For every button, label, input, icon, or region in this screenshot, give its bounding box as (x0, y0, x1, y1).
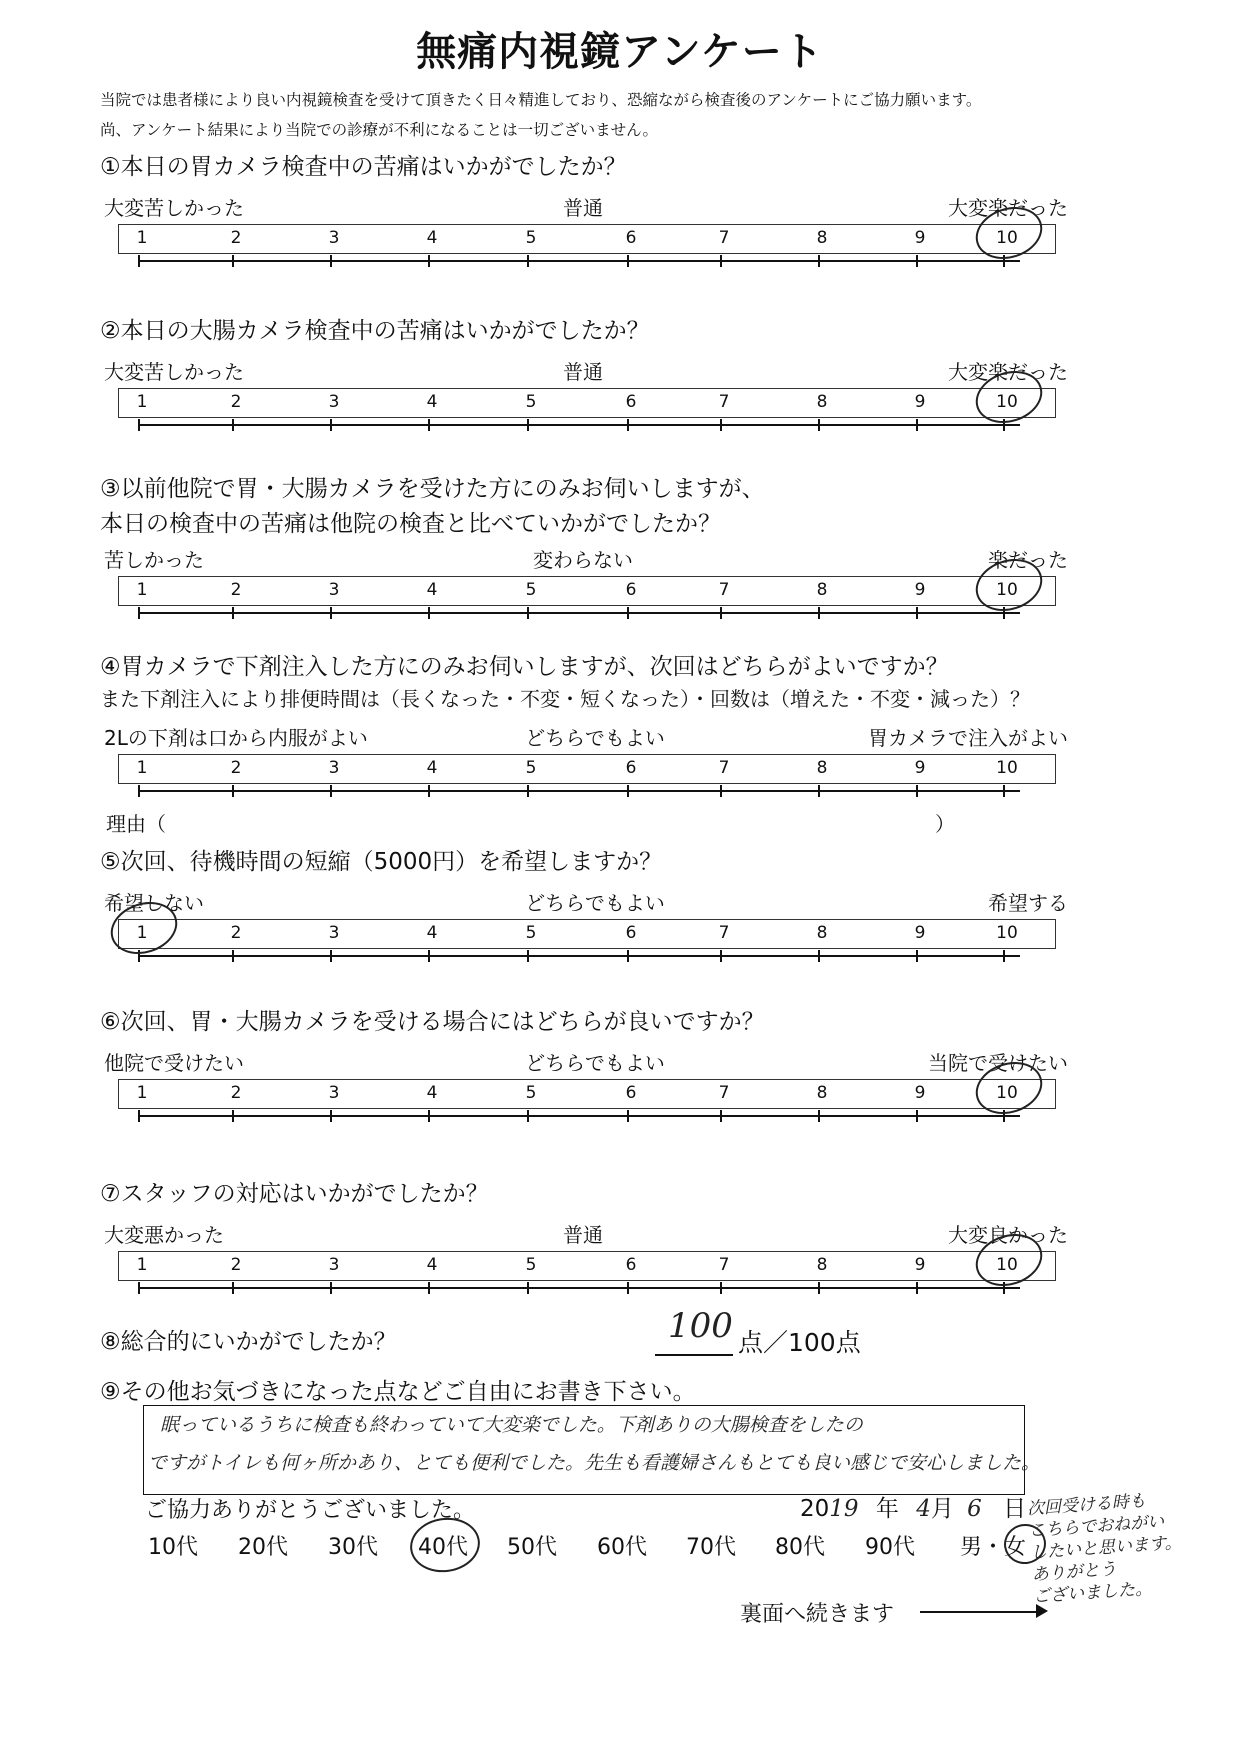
axis-tick (428, 785, 430, 797)
gender-male[interactable]: 男 (960, 1535, 983, 1560)
scale-number[interactable]: 7 (718, 228, 730, 248)
scale-number[interactable]: 8 (816, 1083, 828, 1103)
axis-tick (627, 607, 629, 619)
axis-tick (720, 255, 722, 267)
date-field (800, 1490, 1026, 1523)
side-note-line-4: ありがとう (1031, 1559, 1118, 1586)
scale-number[interactable]: 6 (625, 580, 637, 600)
question-7-text: ⑦スタッフの対応はいかがでしたか？ (100, 1181, 489, 1207)
axis-tick (720, 419, 722, 431)
question-7-label-mid: 普通 (563, 1223, 603, 1247)
axis-tick (1003, 950, 1005, 962)
q8-suffix: 点／100点 (738, 1328, 861, 1357)
axis-tick (138, 419, 140, 431)
scale-number[interactable]: 2 (230, 758, 242, 778)
scale-number[interactable]: 10 (996, 580, 1018, 600)
axis-tick (720, 950, 722, 962)
question-1-text: ①本日の胃カメラ検査中の苦痛はいかがでしたか？ (100, 154, 627, 180)
question-2-label-left: 大変苦しかった (104, 360, 244, 384)
scale-number[interactable]: 3 (328, 1083, 340, 1103)
question-3-label-right: 楽だった (988, 548, 1068, 572)
scale-number[interactable]: 9 (914, 392, 926, 412)
age-option[interactable]: 30代 (328, 1535, 378, 1560)
axis-tick (330, 607, 332, 619)
question-6-text: ⑥次回、胃・大腸カメラを受ける場合にはどちらが良いですか？ (100, 1009, 765, 1035)
axis-tick (428, 607, 430, 619)
scale-number[interactable]: 7 (718, 392, 730, 412)
continue-text: 裏面へ続きます (740, 1602, 895, 1627)
scale-number[interactable]: 8 (816, 1255, 828, 1275)
scale-number[interactable]: 1 (136, 1083, 148, 1103)
scale-number[interactable]: 3 (328, 580, 340, 600)
axis-tick (916, 419, 918, 431)
scale-number[interactable]: 2 (230, 923, 242, 943)
scale-number[interactable]: 10 (996, 923, 1018, 943)
scale-number[interactable]: 2 (230, 580, 242, 600)
q8-answer-underline (655, 1354, 733, 1356)
question-4-axis (138, 790, 1020, 792)
scale-number[interactable]: 5 (525, 923, 537, 943)
scale-number[interactable]: 3 (328, 228, 340, 248)
arrow-right-icon (1036, 1604, 1048, 1618)
axis-tick (1003, 785, 1005, 797)
question-6-label-mid: どちらでもよい (525, 1051, 665, 1075)
scale-number[interactable]: 4 (426, 1083, 438, 1103)
axis-tick (818, 419, 820, 431)
question-5-label-mid: どちらでもよい (525, 891, 665, 915)
question-7-label-right: 大変良かった (948, 1223, 1068, 1247)
axis-tick (527, 419, 529, 431)
question-3-label-left: 苦しかった (104, 548, 204, 572)
scale-number[interactable]: 6 (625, 1083, 637, 1103)
scale-number[interactable]: 8 (816, 758, 828, 778)
scale-number[interactable]: 5 (525, 392, 537, 412)
scale-number[interactable]: 4 (426, 758, 438, 778)
scale-number[interactable]: 7 (718, 580, 730, 600)
month-value[interactable]: 4 (916, 1496, 931, 1522)
axis-tick (330, 785, 332, 797)
axis-tick (138, 1282, 140, 1294)
scale-number[interactable]: 9 (914, 1083, 926, 1103)
axis-tick (916, 785, 918, 797)
side-note-line-1: 次回受ける時も (1026, 1491, 1147, 1520)
axis-tick (330, 255, 332, 267)
side-note (1026, 1488, 1185, 1608)
age-option[interactable]: 80代 (775, 1535, 825, 1560)
axis-tick (232, 785, 234, 797)
scale-number[interactable]: 1 (136, 1255, 148, 1275)
question-1-axis (138, 260, 1020, 262)
axis-tick (818, 255, 820, 267)
question-1-label-mid: 普通 (563, 196, 603, 220)
q8-text: ⑧総合的にいかがでしたか？ (100, 1329, 397, 1355)
side-note-line-3: したいと思います。 (1029, 1532, 1183, 1564)
scale-number[interactable]: 9 (914, 923, 926, 943)
axis-tick (232, 1282, 234, 1294)
scale-number[interactable]: 6 (625, 392, 637, 412)
q8-answer[interactable]: 100 (668, 1306, 733, 1346)
continue-arrow-line (920, 1611, 1038, 1613)
axis-tick (428, 1282, 430, 1294)
axis-tick (232, 950, 234, 962)
axis-tick (627, 419, 629, 431)
question-6-axis (138, 1115, 1020, 1117)
scale-number[interactable]: 3 (328, 758, 340, 778)
axis-tick (627, 785, 629, 797)
page-title: 無痛内視鏡アンケート (416, 29, 824, 75)
scale-number[interactable]: 3 (328, 923, 340, 943)
axis-tick (428, 255, 430, 267)
scale-number[interactable]: 2 (230, 1255, 242, 1275)
thanks-text: ご協力ありがとうございました。 (145, 1498, 476, 1523)
axis-tick (818, 785, 820, 797)
axis-tick (627, 1110, 629, 1122)
scale-number[interactable]: 8 (816, 392, 828, 412)
axis-tick (818, 950, 820, 962)
scale-number[interactable]: 6 (625, 758, 637, 778)
scale-number[interactable]: 6 (625, 228, 637, 248)
axis-tick (916, 1110, 918, 1122)
axis-tick (527, 1110, 529, 1122)
scale-number[interactable]: 9 (914, 758, 926, 778)
axis-tick (138, 1110, 140, 1122)
age-option[interactable]: 20代 (238, 1535, 288, 1560)
question-3-text-2: 本日の検査中の苦痛は他院の検査と比べていかがでしたか？ (100, 511, 721, 537)
year-label: 年 (875, 1496, 899, 1522)
axis-tick (527, 607, 529, 619)
axis-tick (232, 607, 234, 619)
scale-number[interactable]: 10 (996, 758, 1018, 778)
axis-tick (232, 419, 234, 431)
day-label: 日 (1003, 1496, 1027, 1522)
scale-number[interactable]: 1 (136, 228, 148, 248)
scale-number[interactable]: 4 (426, 580, 438, 600)
scale-number[interactable]: 1 (136, 923, 148, 943)
month-label: 月 (930, 1496, 954, 1522)
question-3-label-mid: 変わらない (533, 548, 633, 572)
scale-number[interactable]: 4 (426, 1255, 438, 1275)
question-2-label-right: 大変楽だった (948, 360, 1068, 384)
question-2-axis (138, 424, 1020, 426)
question-7-label-left: 大変悪かった (104, 1223, 224, 1247)
scale-number[interactable]: 5 (525, 1083, 537, 1103)
axis-tick (916, 950, 918, 962)
axis-tick (916, 1282, 918, 1294)
question-1-label-right: 大変楽だった (948, 196, 1068, 220)
axis-tick (428, 1110, 430, 1122)
year-hand[interactable]: 19 (829, 1496, 859, 1522)
scale-number[interactable]: 8 (816, 228, 828, 248)
axis-tick (232, 255, 234, 267)
axis-tick (527, 255, 529, 267)
scale-number[interactable]: 7 (718, 758, 730, 778)
axis-tick (232, 1110, 234, 1122)
axis-tick (627, 1282, 629, 1294)
age-option[interactable]: 40代 (418, 1535, 468, 1560)
scale-number[interactable]: 10 (996, 1255, 1018, 1275)
question-5-axis (138, 955, 1020, 957)
scale-number[interactable]: 1 (136, 392, 148, 412)
scale-number[interactable]: 2 (230, 228, 242, 248)
scale-number[interactable]: 9 (914, 1255, 926, 1275)
scale-number[interactable]: 7 (718, 1255, 730, 1275)
scale-number[interactable]: 6 (625, 1255, 637, 1275)
question-7-axis (138, 1287, 1020, 1289)
reason-close: ） (935, 812, 955, 836)
day-value[interactable]: 6 (967, 1496, 982, 1522)
question-2-label-mid: 普通 (563, 360, 603, 384)
question-3-axis (138, 612, 1020, 614)
axis-tick (330, 419, 332, 431)
scale-number[interactable]: 10 (996, 392, 1018, 412)
question-4-text: ④胃カメラで下剤注入した方にのみお伺いしますが、次回はどちらがよいですか？ (100, 654, 949, 680)
age-option[interactable]: 90代 (865, 1535, 915, 1560)
question-4-text-2: また下剤注入により排便時間は（長くなった・不変・短くなった）・回数は（増えた・不変・減った）？ (100, 687, 1030, 711)
age-option[interactable]: 60代 (597, 1535, 647, 1560)
question-5-text: ⑤次回、待機時間の短縮（5000円）を希望しますか？ (100, 849, 663, 875)
q9-text: ⑨その他お気づきになった点などご自由にお書き下さい。 (100, 1379, 696, 1405)
scale-number[interactable]: 5 (525, 1255, 537, 1275)
axis-tick (720, 1110, 722, 1122)
axis-tick (627, 255, 629, 267)
intro-line-2: 尚、アンケート結果により当院での診療が不利になることは一切ございません。 (100, 121, 659, 139)
scale-number[interactable]: 7 (718, 1083, 730, 1103)
scale-number[interactable]: 3 (328, 392, 340, 412)
scale-number[interactable]: 4 (426, 228, 438, 248)
question-1-label-left: 大変苦しかった (104, 196, 244, 220)
axis-tick (720, 607, 722, 619)
age-option[interactable]: 50代 (507, 1535, 557, 1560)
age-option[interactable]: 70代 (686, 1535, 736, 1560)
question-5-label-right: 希望する (988, 891, 1068, 915)
free-comment-line-2: ですがトイレも何ヶ所かあり、とても便利でした。先生も看護婦さんもとても良い感じで安心しました。 (148, 1452, 1041, 1474)
axis-tick (527, 950, 529, 962)
axis-tick (720, 1282, 722, 1294)
scale-number[interactable]: 4 (426, 923, 438, 943)
scale-number[interactable]: 2 (230, 1083, 242, 1103)
axis-tick (138, 785, 140, 797)
axis-tick (818, 1110, 820, 1122)
axis-tick (428, 950, 430, 962)
axis-tick (428, 419, 430, 431)
axis-tick (916, 255, 918, 267)
scale-number[interactable]: 6 (625, 923, 637, 943)
question-2-text: ②本日の大腸カメラ検査中の苦痛はいかがでしたか？ (100, 318, 650, 344)
gender-female[interactable]: 女 (1004, 1535, 1027, 1560)
scale-number[interactable]: 8 (816, 580, 828, 600)
side-note-line-2: こちらでおねがい (1027, 1511, 1165, 1542)
reason-label: 理由（ (106, 812, 166, 836)
axis-tick (527, 1282, 529, 1294)
axis-tick (818, 1282, 820, 1294)
scale-number[interactable]: 5 (525, 758, 537, 778)
axis-tick (330, 1110, 332, 1122)
scale-number[interactable]: 4 (426, 392, 438, 412)
axis-tick (916, 607, 918, 619)
axis-tick (720, 785, 722, 797)
scale-number[interactable]: 7 (718, 923, 730, 943)
question-6-label-left: 他院で受けたい (104, 1051, 244, 1075)
gender-dot: ・ (982, 1535, 1005, 1560)
year-prefix: 20 (800, 1496, 830, 1522)
free-comment-line-1: 眠っているうちに検査も終わっていて大変楽でした。下剤ありの大腸検査をしたの (160, 1414, 863, 1436)
question-4-label-left: 2Lの下剤は口から内服がよい (104, 726, 368, 750)
scale-number[interactable]: 9 (914, 228, 926, 248)
question-3-text: ③以前他院で胃・大腸カメラを受けた方にのみお伺いしますが、 (100, 476, 765, 502)
axis-tick (527, 785, 529, 797)
scale-number[interactable]: 3 (328, 1255, 340, 1275)
axis-tick (627, 950, 629, 962)
question-5-label-left: 希望しない (104, 891, 204, 915)
axis-tick (818, 607, 820, 619)
age-option[interactable]: 10代 (148, 1535, 198, 1560)
scale-number[interactable]: 9 (914, 580, 926, 600)
scale-number[interactable]: 10 (996, 228, 1018, 248)
side-note-line-5: ございました。 (1032, 1578, 1153, 1608)
scale-number[interactable]: 5 (525, 228, 537, 248)
axis-tick (330, 1282, 332, 1294)
question-4-label-right: 胃カメラで注入がよい (868, 726, 1068, 750)
axis-tick (138, 607, 140, 619)
scale-number[interactable]: 8 (816, 923, 828, 943)
scale-number[interactable]: 1 (136, 580, 148, 600)
scale-number[interactable]: 2 (230, 392, 242, 412)
scale-number[interactable]: 10 (996, 1083, 1018, 1103)
question-4-label-mid: どちらでもよい (525, 726, 665, 750)
axis-tick (138, 255, 140, 267)
scale-number[interactable]: 1 (136, 758, 148, 778)
axis-tick (330, 950, 332, 962)
intro-line-1: 当院では患者様により良い内視鏡検査を受けて頂きたく日々精進しており、恐縮ながら検査後のアンケートにご協力願います。 (100, 91, 982, 109)
scale-number[interactable]: 5 (525, 580, 537, 600)
question-6-label-right: 当院で受けたい (928, 1051, 1068, 1075)
